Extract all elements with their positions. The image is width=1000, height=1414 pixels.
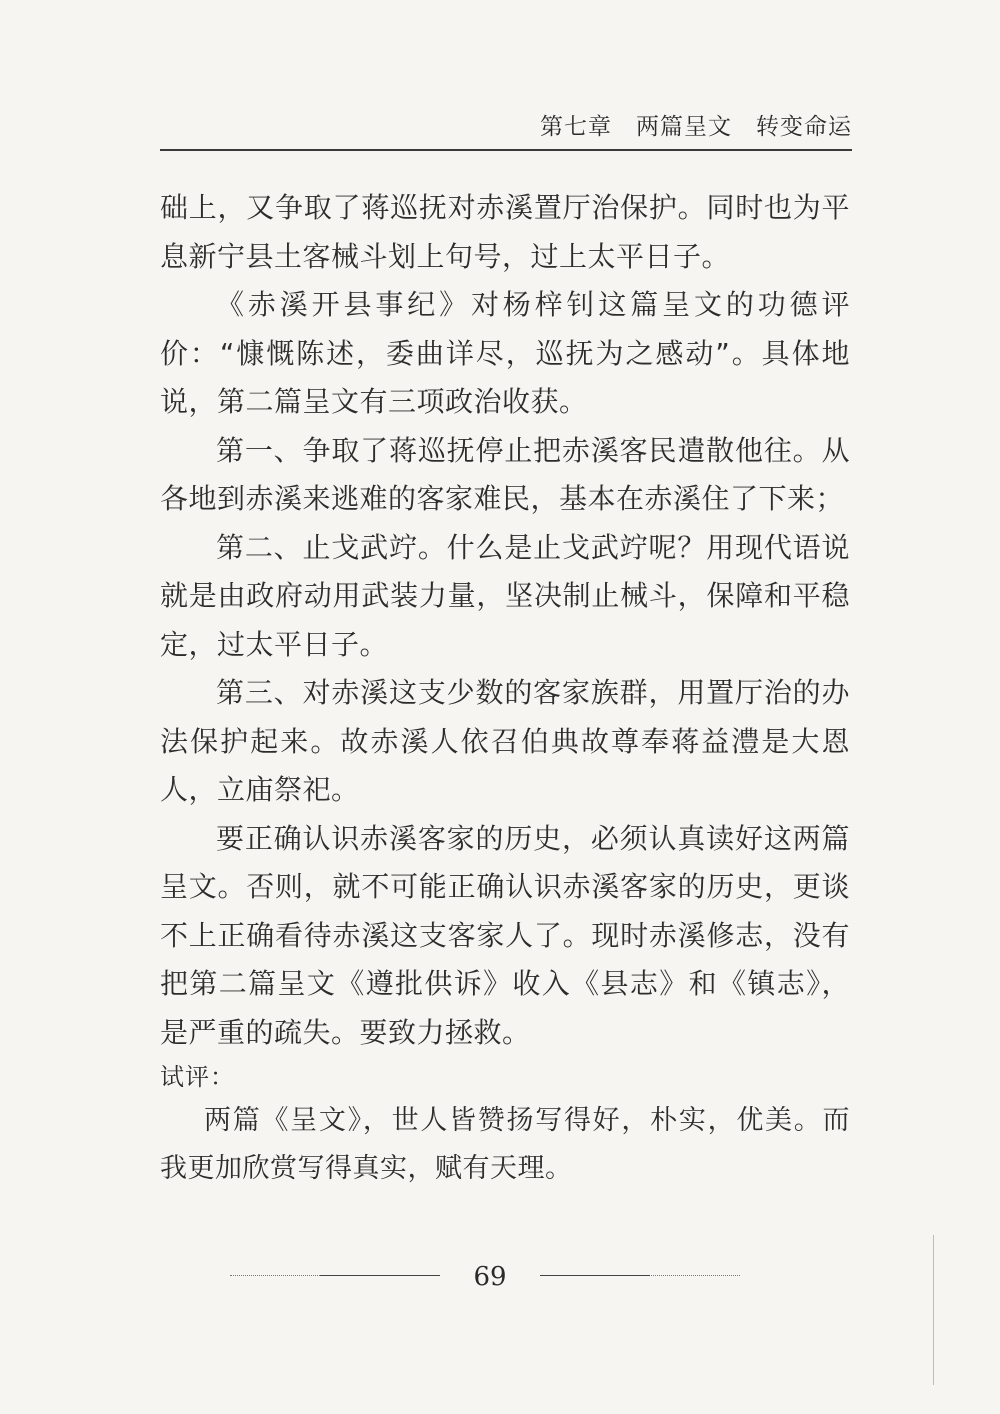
paragraph-5: 第三、对赤溪这支少数的客家族群，用置厅治的办法保护起来。故赤溪人依召伯典故尊奉蒋益澧是大恩人，立庙祭祀。 [160, 676, 850, 806]
body-text [160, 184, 850, 1193]
footer-rule-right [540, 1275, 740, 1276]
header-divider [160, 149, 852, 151]
paragraph-6: 要正确认识赤溪客家的历史，必须认真读好这两篇呈文。否则，就不可能正确认识赤溪客家的历史，更谈不上正确看待赤溪这支客家人了。现时赤溪修志，没有把第二篇呈文《遵批供诉》收入《县志》和《镇志》，是严重的疏失。要致力拯救。 [160, 821, 850, 1049]
chapter-title: 第七章 两篇呈文 转变命运 [540, 114, 852, 140]
footer-rule-left [230, 1275, 440, 1276]
paragraph-1: 础上，又争取了蒋巡抚对赤溪置厅治保护。同时也为平息新宁县土客械斗划上句号，过上太平日子。 [160, 191, 850, 273]
review-section [160, 1097, 850, 1193]
page-number: 69 [473, 1262, 507, 1292]
scan-edge-line [933, 1235, 934, 1385]
review-text: 两篇《呈文》，世人皆赞扬写得好，朴实，优美。而我更加欣赏写得真实，赋有天理。 [160, 1105, 850, 1184]
paragraph-3: 第一、争取了蒋巡抚停止把赤溪客民遣散他往。从各地到赤溪来逃难的客家难民，基本在赤溪住了下来； [160, 433, 850, 515]
paragraph-2: 《赤溪开县事纪》对杨梓钊这篇呈文的功德评价：“慷慨陈述，委曲详尽，巡抚为之感动”。具体地说，第二篇呈文有三项政治收获。 [160, 288, 850, 418]
review-label: 试评： [160, 1063, 235, 1091]
paragraph-4: 第二、止戈武竚。什么是止戈武竚呢？用现代语说就是由政府动用武装力量，坚决制止械斗，保障和平稳定，过太平日子。 [160, 530, 850, 661]
page-footer [230, 1262, 740, 1302]
running-header [160, 108, 852, 148]
